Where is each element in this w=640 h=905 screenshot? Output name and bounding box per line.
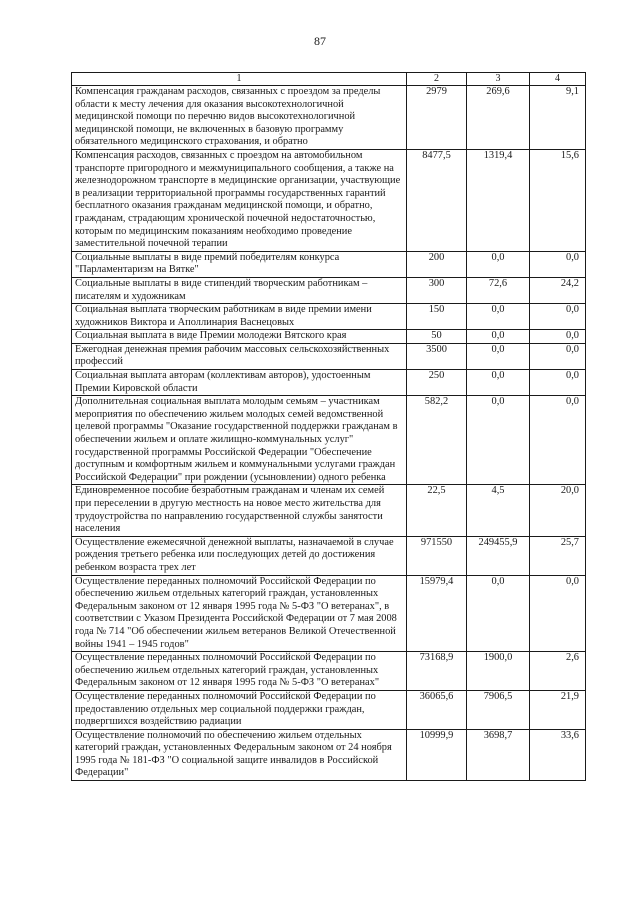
row-value-col4: 25,7 <box>530 536 586 575</box>
row-value-col3: 0,0 <box>467 396 530 485</box>
column-header-1: 1 <box>72 73 407 86</box>
row-description: Осуществление полномочий по обеспечению жильем отдельных категорий граждан, установленных Федеральным законом от 24 ноября 1995 года № 181-ФЗ "О социальной защите инвалидов в Российской Федерации" <box>72 729 407 780</box>
row-value-col3: 249455,9 <box>467 536 530 575</box>
row-description: Ежегодная денежная премия рабочим массовых сельскохозяйственных профессий <box>72 343 407 369</box>
table-row <box>72 370 586 396</box>
row-value-col2: 150 <box>407 304 467 330</box>
row-value-col2: 73168,9 <box>407 652 467 691</box>
row-value-col4: 0,0 <box>530 304 586 330</box>
table-row <box>72 277 586 303</box>
table-row <box>72 304 586 330</box>
row-value-col3: 4,5 <box>467 485 530 536</box>
table-row <box>72 343 586 369</box>
table-row <box>72 330 586 344</box>
row-value-col3: 3698,7 <box>467 729 530 780</box>
table-row <box>72 536 586 575</box>
row-description: Единовременное пособие безработным гражданам и членам их семей при переселении в другую местность на новое место жительства для трудоустройства по направлению государственной службы занятости населения <box>72 485 407 536</box>
row-value-col3: 1319,4 <box>467 149 530 251</box>
row-value-col4: 0,0 <box>530 251 586 277</box>
row-description: Осуществление переданных полномочий Российской Федерации по предоставлению отдельных мер социальной поддержки граждан, подвергшихся воздействию радиации <box>72 690 407 729</box>
row-value-col2: 971550 <box>407 536 467 575</box>
row-description: Социальные выплаты в виде стипендий творческим работникам – писателям и художникам <box>72 277 407 303</box>
table-row <box>72 485 586 536</box>
row-value-col4: 33,6 <box>530 729 586 780</box>
row-value-col2: 22,5 <box>407 485 467 536</box>
row-value-col2: 300 <box>407 277 467 303</box>
row-value-col3: 0,0 <box>467 370 530 396</box>
row-description: Социальная выплата авторам (коллективам авторов), удостоенным Премии Кировской области <box>72 370 407 396</box>
row-value-col4: 15,6 <box>530 149 586 251</box>
row-value-col4: 0,0 <box>530 330 586 344</box>
column-header-2: 2 <box>407 73 467 86</box>
row-description: Компенсация расходов, связанных с проездом на автомобильном транспорте пригородного и межмуниципального сообщения, а также на железнодорожном транспорте в медицинские организации, участвующие в реализации территориальной программы государственных гарантий бесплатного оказания гражданам медицинской помощи, и обратно, гражданам, страдающим хронической почечной недостаточностью, которым по медицинским показаниям необходимо проведение заместительной почечной терапии <box>72 149 407 251</box>
table-row <box>72 690 586 729</box>
row-value-col4: 20,0 <box>530 485 586 536</box>
row-description: Социальные выплаты в виде премий победителям конкурса "Парламентаризм на Вятке" <box>72 251 407 277</box>
row-value-col2: 3500 <box>407 343 467 369</box>
row-value-col3: 72,6 <box>467 277 530 303</box>
row-value-col4: 0,0 <box>530 575 586 652</box>
budget-table <box>71 72 586 781</box>
table-row <box>72 251 586 277</box>
row-value-col4: 21,9 <box>530 690 586 729</box>
row-description: Осуществление переданных полномочий Российской Федерации по обеспечению жильем отдельных категорий граждан, установленных Федеральным законом от 12 января 1995 года № 5-ФЗ "О ветеранах", в соответствии с Указом Президента Российской Федерации от 7 мая 2008 года № 714 "Об обеспечении жильем ветеранов Великой Отечественной войны 1941 – 1945 годов" <box>72 575 407 652</box>
row-description: Осуществление переданных полномочий Российской Федерации по обеспечению жильем отдельных категорий граждан, установленных Федеральным законом от 12 января 1995 года № 5-ФЗ "О ветеранах" <box>72 652 407 691</box>
row-value-col2: 200 <box>407 251 467 277</box>
row-value-col2: 10999,9 <box>407 729 467 780</box>
row-value-col4: 24,2 <box>530 277 586 303</box>
row-description: Социальная выплата в виде Премии молодежи Вятского края <box>72 330 407 344</box>
row-value-col4: 0,0 <box>530 370 586 396</box>
row-description: Осуществление ежемесячной денежной выплаты, назначаемой в случае рождения третьего ребенка или последующих детей до достижения ребенком возраста трех лет <box>72 536 407 575</box>
row-value-col2: 50 <box>407 330 467 344</box>
row-value-col4: 9,1 <box>530 86 586 150</box>
row-value-col2: 582,2 <box>407 396 467 485</box>
row-value-col2: 250 <box>407 370 467 396</box>
row-value-col3: 0,0 <box>467 575 530 652</box>
row-value-col2: 15979,4 <box>407 575 467 652</box>
row-description: Дополнительная социальная выплата молодым семьям – участникам мероприятия по обеспечению жильем молодых семей ведомственной целевой программы "Оказание государственной поддержки гражданам в обеспечении жильем и оплате жилищно-коммунальных услуг" государственной программы Российской Федерации "Обеспечение доступным и комфортным жильем и коммунальными услугами граждан Российской Федерации" при рождении (усыновлении) одного ребенка <box>72 396 407 485</box>
row-value-col2: 8477,5 <box>407 149 467 251</box>
row-description: Компенсация гражданам расходов, связанных с проездом за пределы области к месту лечения для оказания высокотехнологичной медицинской помощи по перечню видов высокотехнологичной медицинской помощи, не включенных в базовую программу обязательного медицинского страхования, и обратно <box>72 86 407 150</box>
row-value-col3: 0,0 <box>467 251 530 277</box>
table-row <box>72 652 586 691</box>
row-value-col4: 2,6 <box>530 652 586 691</box>
row-value-col3: 1900,0 <box>467 652 530 691</box>
table-row <box>72 86 586 150</box>
row-description: Социальная выплата творческим работникам в виде премии имени художников Виктора и Аполлинария Васнецовых <box>72 304 407 330</box>
column-header-3: 3 <box>467 73 530 86</box>
table-row <box>72 729 586 780</box>
table-row <box>72 149 586 251</box>
column-header-4: 4 <box>530 73 586 86</box>
table-header-row <box>72 73 586 86</box>
row-value-col2: 36065,6 <box>407 690 467 729</box>
table-row <box>72 396 586 485</box>
row-value-col2: 2979 <box>407 86 467 150</box>
table-row <box>72 575 586 652</box>
row-value-col3: 7906,5 <box>467 690 530 729</box>
row-value-col4: 0,0 <box>530 396 586 485</box>
row-value-col4: 0,0 <box>530 343 586 369</box>
row-value-col3: 269,6 <box>467 86 530 150</box>
row-value-col3: 0,0 <box>467 304 530 330</box>
page-number: 87 <box>314 34 326 48</box>
row-value-col3: 0,0 <box>467 343 530 369</box>
row-value-col3: 0,0 <box>467 330 530 344</box>
